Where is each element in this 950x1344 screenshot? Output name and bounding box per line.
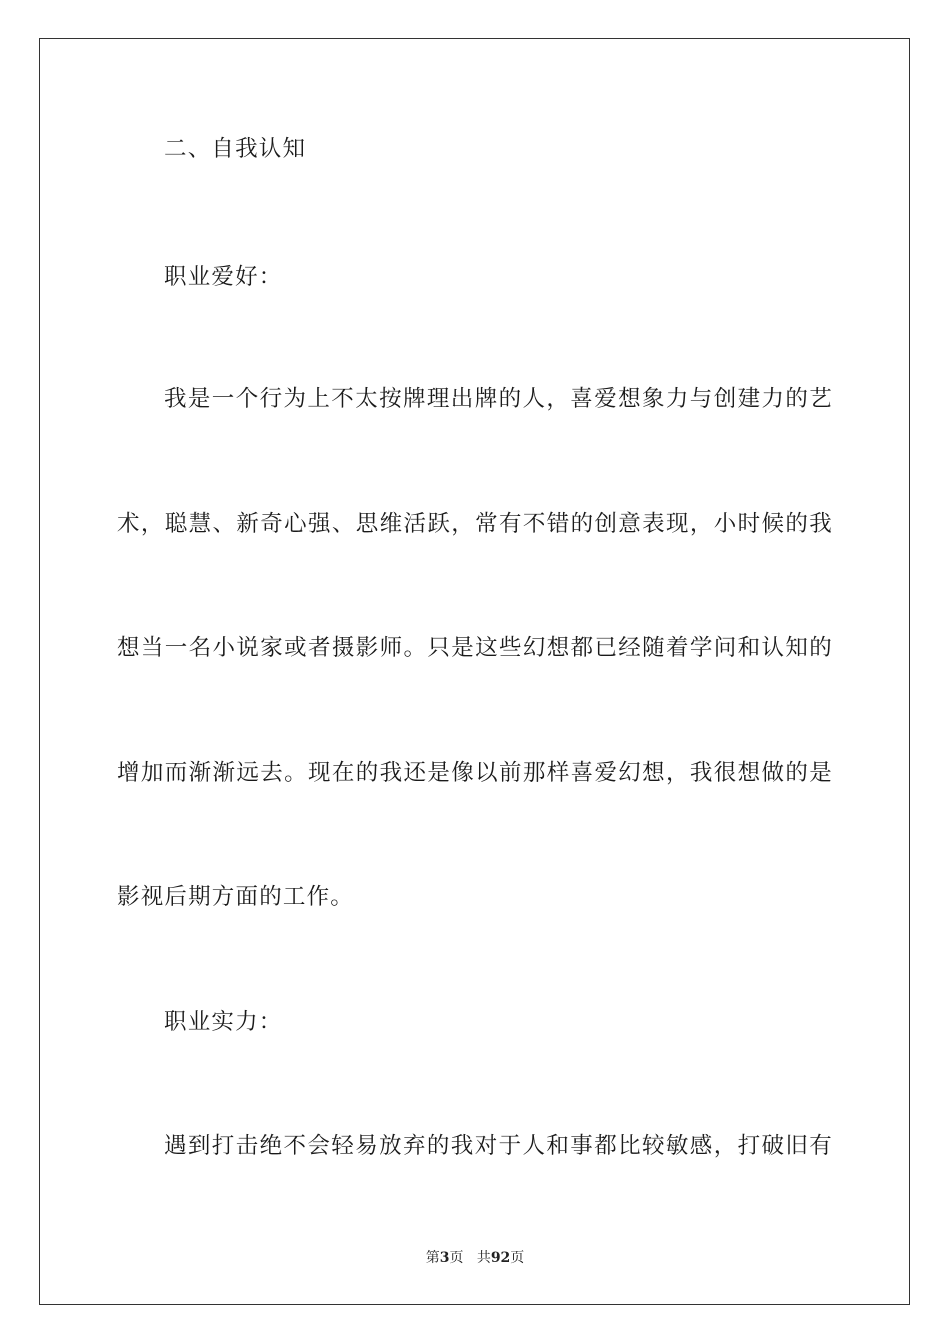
paragraph-line: 术，聪慧、新奇心强、思维活跃，常有不错的创意表现，小时候的我 [117, 511, 833, 537]
page-border [39, 38, 910, 1305]
paragraph-line: 想当一名小说家或者摄影师。只是这些幻想都已经随着学问和认知的 [117, 635, 833, 661]
total-suffix: 页 [510, 1250, 525, 1266]
subheading-career-ability: 职业实力： [164, 1009, 283, 1035]
total-pages: 92 [490, 1250, 511, 1266]
page-number: 3 [439, 1250, 450, 1266]
page-prefix: 第 [425, 1250, 440, 1266]
paragraph-line: 我是一个行为上不太按牌理出牌的人，喜爱想象力与创建力的艺 [164, 386, 833, 412]
paragraph-line: 遇到打击绝不会轻易放弃的我对于人和事都比较敏感，打破旧有 [164, 1133, 833, 1159]
page-suffix: 页 [449, 1250, 464, 1266]
subheading-career-interest: 职业爱好： [164, 264, 283, 290]
page-footer [0, 1247, 950, 1267]
section-heading: 二、自我认知 [164, 136, 307, 162]
paragraph-line: 影视后期方面的工作。 [117, 884, 355, 910]
paragraph-line: 增加而渐渐远去。现在的我还是像以前那样喜爱幻想，我很想做的是 [117, 760, 833, 786]
total-prefix: 共 [476, 1250, 491, 1266]
